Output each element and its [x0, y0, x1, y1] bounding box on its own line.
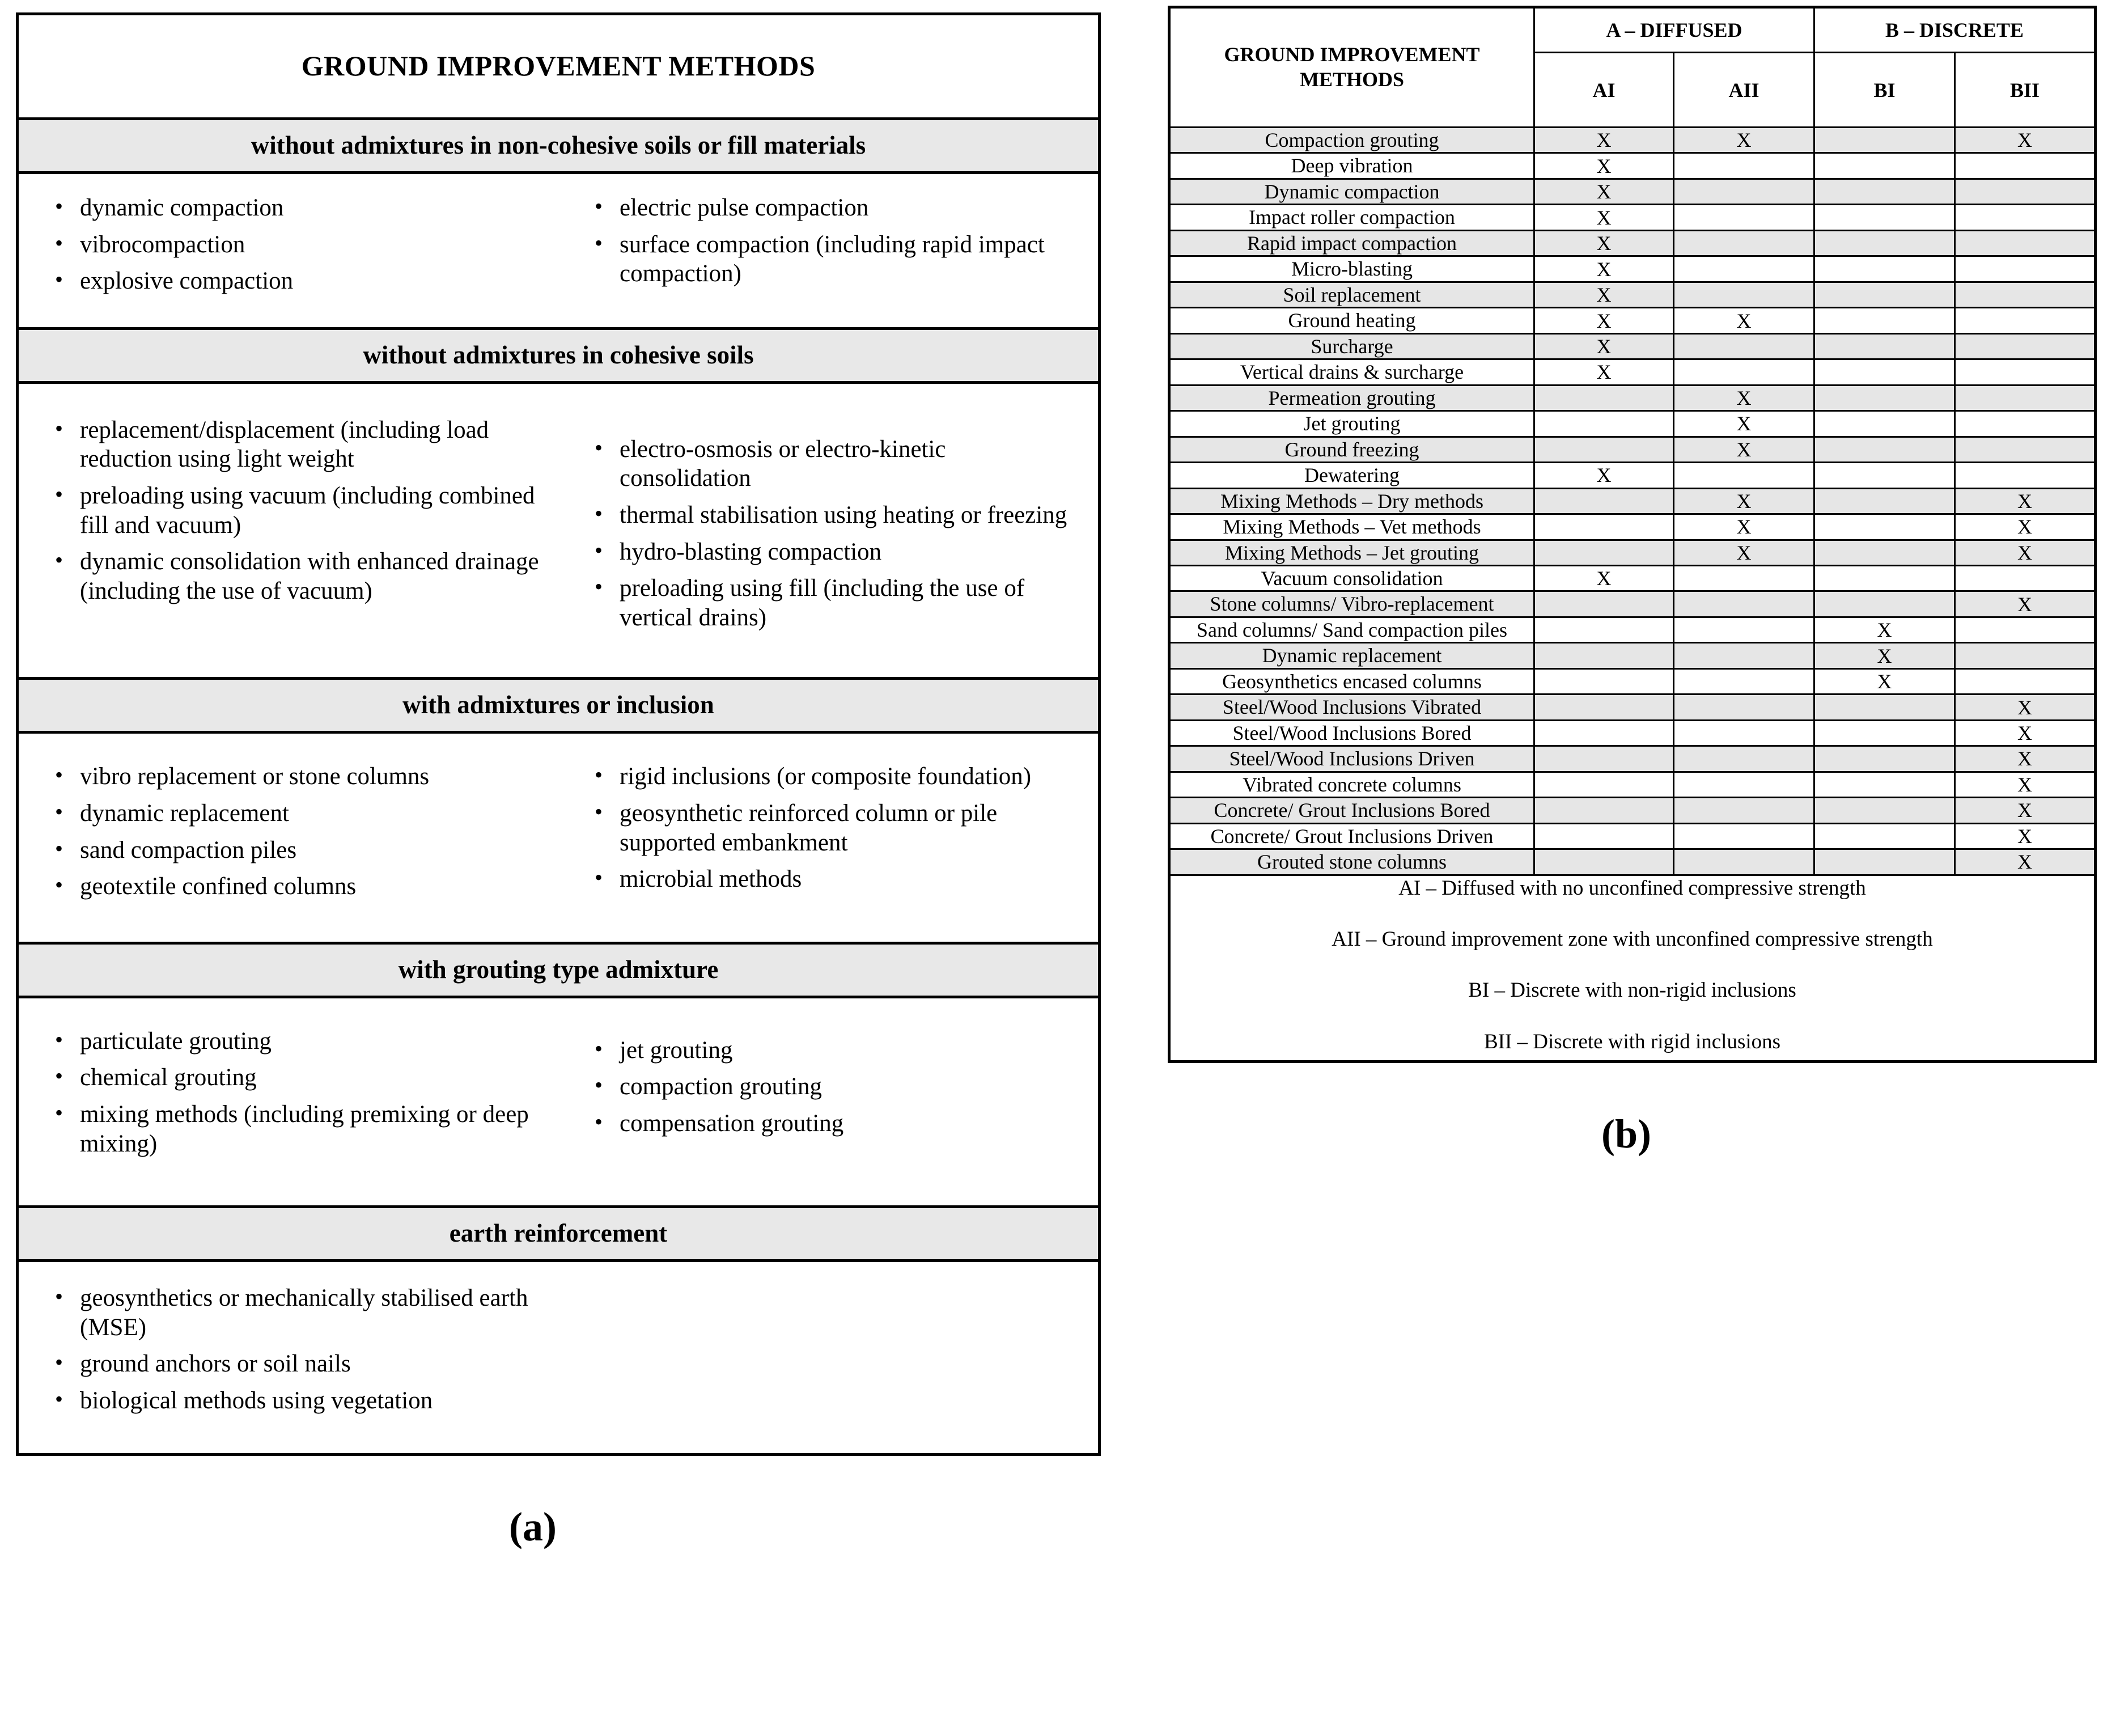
table-row — [1169, 230, 2096, 256]
cell-method-name: Soil replacement — [1169, 282, 1534, 307]
cell-mark-ai — [1534, 488, 1674, 514]
cell-method-name: Steel/Wood Inclusions Driven — [1169, 746, 1534, 772]
section-heading: without admixtures in cohesive soils — [19, 327, 1098, 384]
table-row — [1169, 359, 2096, 385]
list-item: • chemical grouting — [50, 1063, 542, 1093]
cell-method-name: Grouted stone columns — [1169, 849, 1534, 875]
section-heading: earth reinforcement — [19, 1205, 1098, 1262]
list-item: • particulate grouting — [50, 1027, 542, 1056]
panel-a-caption: (a) — [509, 1504, 557, 1550]
cell-mark-ai: X — [1534, 282, 1674, 307]
cell-method-name: Dewatering — [1169, 463, 1534, 488]
cell-mark-ai: X — [1534, 230, 1674, 256]
panel-a-section — [19, 327, 1098, 678]
cell-mark-ai — [1534, 798, 1674, 823]
cell-mark-bii — [1955, 463, 2096, 488]
cell-mark-aii — [1674, 798, 1814, 823]
cell-mark-aii — [1674, 256, 1814, 282]
section-body — [19, 1262, 1098, 1453]
cell-mark-bii: X — [1955, 746, 2096, 772]
cell-mark-ai: X — [1534, 359, 1674, 385]
cell-mark-bi — [1814, 823, 1955, 849]
table-row — [1169, 333, 2096, 359]
cell-mark-bii: X — [1955, 720, 2096, 746]
cell-mark-bii — [1955, 179, 2096, 204]
table-row — [1169, 308, 2096, 333]
ground-improvement-classification-table — [1168, 6, 2097, 1063]
cell-mark-aii: X — [1674, 437, 1814, 462]
list-item: • surface compaction (including rapid impact compaction) — [590, 230, 1082, 289]
table-row — [1169, 437, 2096, 462]
panel-a-sections — [19, 117, 1098, 1453]
legend-item: BI – Discrete with non-rigid inclusions — [1468, 979, 1796, 1002]
cell-method-name: Sand columns/ Sand compaction piles — [1169, 617, 1534, 642]
cell-mark-aii — [1674, 643, 1814, 668]
cell-method-name: Mixing Methods – Vet methods — [1169, 514, 1534, 540]
legend-cell — [1169, 875, 2096, 1062]
cell-mark-aii: X — [1674, 514, 1814, 540]
method-list — [50, 1284, 542, 1415]
cell-method-name: Steel/Wood Inclusions Bored — [1169, 720, 1534, 746]
cell-method-name: Vacuum consolidation — [1169, 565, 1534, 591]
cell-mark-bi — [1814, 514, 1955, 540]
method-list — [50, 193, 542, 296]
table-row — [1169, 385, 2096, 410]
method-list — [590, 435, 1082, 633]
cell-mark-bii: X — [1955, 488, 2096, 514]
cell-mark-ai — [1534, 746, 1674, 772]
cell-mark-bii — [1955, 617, 2096, 642]
cell-mark-bi — [1814, 308, 1955, 333]
cell-mark-aii — [1674, 463, 1814, 488]
method-list — [50, 1027, 542, 1158]
panel-a-section — [19, 117, 1098, 327]
cell-method-name: Rapid impact compaction — [1169, 230, 1534, 256]
cell-mark-bi — [1814, 849, 1955, 875]
cell-method-name: Vertical drains & surcharge — [1169, 359, 1534, 385]
cell-mark-ai: X — [1534, 128, 1674, 153]
cell-method-name: Deep vibration — [1169, 153, 1534, 179]
cell-mark-bi — [1814, 488, 1955, 514]
cell-mark-bii — [1955, 256, 2096, 282]
cell-mark-aii: X — [1674, 488, 1814, 514]
legend-list — [1171, 876, 2094, 1055]
cell-method-name: Micro-blasting — [1169, 256, 1534, 282]
cell-mark-ai: X — [1534, 565, 1674, 591]
cell-mark-ai — [1534, 540, 1674, 565]
cell-mark-bii — [1955, 205, 2096, 230]
section-column-left — [19, 1027, 558, 1166]
table-row — [1169, 668, 2096, 694]
cell-mark-ai — [1534, 849, 1674, 875]
cell-mark-aii — [1674, 695, 1814, 720]
table-row — [1169, 720, 2096, 746]
cell-mark-aii — [1674, 849, 1814, 875]
list-item: • biological methods using vegetation — [50, 1386, 542, 1416]
column-header-ai: AI — [1534, 53, 1674, 128]
table-row — [1169, 205, 2096, 230]
table-row — [1169, 488, 2096, 514]
method-list — [590, 762, 1082, 894]
section-column-right — [558, 1027, 1098, 1166]
cell-mark-bi — [1814, 591, 1955, 617]
table-row — [1169, 772, 2096, 797]
section-body — [19, 174, 1098, 327]
cell-mark-ai — [1534, 772, 1674, 797]
cell-mark-bi — [1814, 333, 1955, 359]
cell-method-name: Ground heating — [1169, 308, 1534, 333]
cell-mark-aii: X — [1674, 411, 1814, 437]
table-header-row-groups — [1169, 7, 2096, 53]
list-item: • dynamic replacement — [50, 799, 542, 828]
cell-method-name: Compaction grouting — [1169, 128, 1534, 153]
list-item: • mixing methods (including premixing or deep mixing) — [50, 1100, 542, 1158]
list-item: • thermal stabilisation using heating or freezing — [590, 501, 1082, 530]
cell-method-name: Surcharge — [1169, 333, 1534, 359]
list-item: • vibrocompaction — [50, 230, 542, 260]
cell-method-name: Mixing Methods – Dry methods — [1169, 488, 1534, 514]
list-item: • geosynthetic reinforced column or pile supported embankment — [590, 799, 1082, 857]
cell-mark-ai: X — [1534, 308, 1674, 333]
cell-mark-aii: X — [1674, 308, 1814, 333]
section-column-left — [19, 762, 558, 908]
cell-method-name: Vibrated concrete columns — [1169, 772, 1534, 797]
panel-a-section — [19, 1205, 1098, 1453]
cell-method-name: Jet grouting — [1169, 411, 1534, 437]
cell-mark-bi — [1814, 540, 1955, 565]
cell-mark-ai — [1534, 385, 1674, 410]
cell-mark-bi — [1814, 179, 1955, 204]
table-row — [1169, 179, 2096, 204]
table-row — [1169, 282, 2096, 307]
cell-mark-bi — [1814, 463, 1955, 488]
method-list — [590, 1036, 1082, 1138]
table-row — [1169, 411, 2096, 437]
cell-mark-bi — [1814, 205, 1955, 230]
column-header-bi: BI — [1814, 53, 1955, 128]
cell-mark-aii — [1674, 179, 1814, 204]
panel-a-section — [19, 942, 1098, 1205]
cell-mark-bii: X — [1955, 772, 2096, 797]
cell-method-name: Impact roller compaction — [1169, 205, 1534, 230]
section-column-left — [19, 193, 558, 303]
cell-mark-aii — [1674, 333, 1814, 359]
legend-item: BII – Discrete with rigid inclusions — [1483, 1030, 1781, 1053]
section-column-right — [558, 193, 1098, 303]
cell-mark-bi: X — [1814, 617, 1955, 642]
cell-mark-ai — [1534, 695, 1674, 720]
cell-method-name: Geosynthetics encased columns — [1169, 668, 1534, 694]
cell-mark-ai — [1534, 591, 1674, 617]
cell-mark-bii: X — [1955, 695, 2096, 720]
cell-mark-bii — [1955, 333, 2096, 359]
cell-mark-ai — [1534, 643, 1674, 668]
table-row — [1169, 463, 2096, 488]
section-column-right — [558, 762, 1098, 908]
list-item: • jet grouting — [590, 1036, 1082, 1065]
method-list — [50, 762, 542, 901]
table-row — [1169, 540, 2096, 565]
cell-mark-bi — [1814, 720, 1955, 746]
cell-mark-bi: X — [1814, 643, 1955, 668]
list-item: • compaction grouting — [590, 1072, 1082, 1102]
cell-mark-ai — [1534, 411, 1674, 437]
table-row — [1169, 643, 2096, 668]
cell-mark-bii: X — [1955, 591, 2096, 617]
list-item: • rigid inclusions (or composite foundation) — [590, 762, 1082, 791]
column-header-methods: GROUND IMPROVEMENT METHODS — [1169, 7, 1534, 128]
cell-mark-bii: X — [1955, 540, 2096, 565]
cell-mark-ai — [1534, 823, 1674, 849]
section-heading: with admixtures or inclusion — [19, 677, 1098, 734]
cell-mark-ai — [1534, 514, 1674, 540]
table-head — [1169, 7, 2096, 128]
cell-mark-bi — [1814, 565, 1955, 591]
section-column-right — [558, 416, 1098, 640]
section-body — [19, 998, 1098, 1205]
cell-method-name: Stone columns/ Vibro-replacement — [1169, 591, 1534, 617]
cell-mark-ai: X — [1534, 179, 1674, 204]
ground-improvement-methods-box — [16, 12, 1101, 1456]
legend-item: AI – Diffused with no unconfined compressive strength — [1398, 876, 1866, 900]
cell-mark-bi — [1814, 230, 1955, 256]
cell-method-name: Mixing Methods – Jet grouting — [1169, 540, 1534, 565]
table-row — [1169, 128, 2096, 153]
cell-mark-ai: X — [1534, 333, 1674, 359]
cell-method-name: Concrete/ Grout Inclusions Driven — [1169, 823, 1534, 849]
cell-mark-aii — [1674, 668, 1814, 694]
list-item: • vibro replacement or stone columns — [50, 762, 542, 791]
cell-method-name: Concrete/ Grout Inclusions Bored — [1169, 798, 1534, 823]
cell-mark-aii — [1674, 746, 1814, 772]
section-body — [19, 384, 1098, 678]
section-heading: with grouting type admixture — [19, 942, 1098, 998]
cell-method-name: Permeation grouting — [1169, 385, 1534, 410]
cell-mark-bi — [1814, 798, 1955, 823]
cell-method-name: Dynamic replacement — [1169, 643, 1534, 668]
table-row — [1169, 746, 2096, 772]
cell-mark-aii — [1674, 359, 1814, 385]
method-list — [590, 193, 1082, 289]
cell-mark-bii — [1955, 359, 2096, 385]
column-header-group-a: A – DIFFUSED — [1534, 7, 1814, 53]
table-row — [1169, 591, 2096, 617]
cell-mark-bii — [1955, 565, 2096, 591]
cell-mark-bii: X — [1955, 128, 2096, 153]
table-row — [1169, 256, 2096, 282]
cell-mark-bi — [1814, 256, 1955, 282]
cell-mark-aii — [1674, 772, 1814, 797]
cell-mark-bi — [1814, 359, 1955, 385]
section-body — [19, 734, 1098, 941]
table-body — [1169, 128, 2096, 875]
table-row — [1169, 695, 2096, 720]
table-row — [1169, 849, 2096, 875]
column-header-aii: AII — [1674, 53, 1814, 128]
list-item: • sand compaction piles — [50, 836, 542, 865]
cell-mark-bii: X — [1955, 849, 2096, 875]
cell-mark-aii — [1674, 205, 1814, 230]
list-item: • geotextile confined columns — [50, 872, 542, 901]
method-list — [50, 416, 542, 606]
cell-mark-bii: X — [1955, 798, 2096, 823]
cell-mark-bi — [1814, 746, 1955, 772]
cell-mark-aii — [1674, 720, 1814, 746]
cell-mark-bi — [1814, 695, 1955, 720]
legend-row — [1169, 875, 2096, 1062]
list-item: • explosive compaction — [50, 266, 542, 296]
cell-method-name: Steel/Wood Inclusions Vibrated — [1169, 695, 1534, 720]
cell-mark-aii — [1674, 591, 1814, 617]
cell-mark-aii: X — [1674, 540, 1814, 565]
list-item: • preloading using fill (including the use of vertical drains) — [590, 574, 1082, 632]
list-item: • compensation grouting — [590, 1109, 1082, 1138]
cell-method-name: Dynamic compaction — [1169, 179, 1534, 204]
cell-mark-ai — [1534, 720, 1674, 746]
panel-a-title: GROUND IMPROVEMENT METHODS — [19, 15, 1098, 117]
cell-mark-bii — [1955, 437, 2096, 462]
table-row — [1169, 798, 2096, 823]
panel-b — [1168, 0, 2103, 1736]
cell-mark-ai: X — [1534, 205, 1674, 230]
list-item: • dynamic consolidation with enhanced drainage (including the use of vacuum) — [50, 547, 542, 606]
cell-mark-bi — [1814, 437, 1955, 462]
cell-mark-aii: X — [1674, 128, 1814, 153]
panel-a-caption-wrap — [16, 1504, 1101, 1551]
cell-mark-ai — [1534, 617, 1674, 642]
column-header-group-b: B – DISCRETE — [1814, 7, 2096, 53]
cell-mark-bii — [1955, 411, 2096, 437]
cell-mark-aii — [1674, 230, 1814, 256]
section-column-right — [558, 1284, 1098, 1422]
cell-mark-bii — [1955, 643, 2096, 668]
list-item: • electro-osmosis or electro-kinetic consolidation — [590, 435, 1082, 493]
section-column-left — [19, 416, 558, 640]
cell-mark-bi — [1814, 128, 1955, 153]
list-item: • preloading using vacuum (including combined fill and vacuum) — [50, 481, 542, 540]
panel-b-caption: (b) — [1601, 1111, 1651, 1157]
cell-mark-bi — [1814, 282, 1955, 307]
section-heading: without admixtures in non-cohesive soils or fill materials — [19, 117, 1098, 174]
cell-mark-aii — [1674, 282, 1814, 307]
cell-mark-bii — [1955, 385, 2096, 410]
cell-mark-bii: X — [1955, 823, 2096, 849]
cell-mark-aii — [1674, 617, 1814, 642]
cell-mark-bi: X — [1814, 668, 1955, 694]
cell-mark-bii — [1955, 282, 2096, 307]
section-column-left — [19, 1284, 558, 1422]
cell-mark-ai — [1534, 668, 1674, 694]
table-foot — [1169, 875, 2096, 1062]
cell-mark-bii — [1955, 308, 2096, 333]
cell-mark-bii — [1955, 230, 2096, 256]
cell-mark-bii: X — [1955, 514, 2096, 540]
legend-item: AII – Ground improvement zone with unconfined compressive strength — [1332, 927, 1933, 951]
cell-mark-bii — [1955, 153, 2096, 179]
table-row — [1169, 514, 2096, 540]
panel-b-caption-wrap — [1168, 1111, 2085, 1158]
cell-mark-aii: X — [1674, 385, 1814, 410]
table-row — [1169, 617, 2096, 642]
table-row — [1169, 153, 2096, 179]
cell-mark-bi — [1814, 385, 1955, 410]
list-item: • hydro-blasting compaction — [590, 537, 1082, 567]
cell-mark-aii — [1674, 823, 1814, 849]
column-header-bii: BII — [1955, 53, 2096, 128]
cell-mark-aii — [1674, 153, 1814, 179]
table-row — [1169, 565, 2096, 591]
cell-mark-ai: X — [1534, 463, 1674, 488]
cell-mark-aii — [1674, 565, 1814, 591]
cell-method-name: Ground freezing — [1169, 437, 1534, 462]
cell-mark-bi — [1814, 772, 1955, 797]
cell-mark-bii — [1955, 668, 2096, 694]
list-item: • microbial methods — [590, 865, 1082, 894]
list-item: • replacement/displacement (including load reduction using light weight — [50, 416, 542, 474]
cell-mark-bi — [1814, 153, 1955, 179]
table-row — [1169, 823, 2096, 849]
list-item: • electric pulse compaction — [590, 193, 1082, 223]
list-item: • geosynthetics or mechanically stabilised earth (MSE) — [50, 1284, 542, 1342]
cell-mark-ai: X — [1534, 256, 1674, 282]
cell-mark-ai — [1534, 437, 1674, 462]
list-item: • ground anchors or soil nails — [50, 1349, 542, 1379]
cell-mark-bi — [1814, 411, 1955, 437]
panel-a-section — [19, 677, 1098, 941]
list-item: • dynamic compaction — [50, 193, 542, 223]
cell-mark-ai: X — [1534, 153, 1674, 179]
